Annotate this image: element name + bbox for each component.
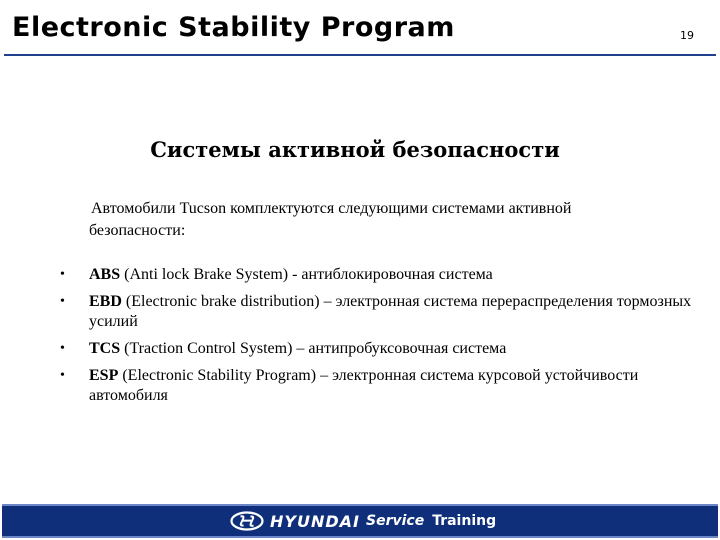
systems-list [60,265,700,413]
item-text: (Electronic brake distribution) – электронная система перераспределения тормозных усилий [89,293,692,330]
bullet-icon: • [60,368,65,383]
item-text: (Traction Control System) – антипробуксовочная система [120,340,507,357]
item-abbr: EBD [89,293,122,310]
page-number: 19 [680,29,694,42]
footer-logo [230,510,496,532]
bullet-icon: • [60,294,65,309]
bullet-icon: • [60,267,65,282]
intro-paragraph: Автомобили Tucson комплектуются следующими системами активной безопасности: [89,200,572,239]
item-text: (Anti lock Brake System) - антиблокировочная система [120,266,493,283]
section-heading: Системы активной безопасности [150,137,560,162]
item-abbr: ABS [89,266,121,283]
footer-training: Training [432,513,497,529]
hyundai-logo-icon [230,511,264,531]
slide-title: Electronic Stability Program [12,12,455,43]
list-item-abs [60,265,700,285]
footer-bar [2,504,718,538]
footer-brand: HYUNDAI [270,511,360,531]
item-abbr: ESP [89,367,119,384]
list-item-tcs [60,339,700,359]
list-item-esp [60,366,700,406]
item-text: (Electronic Stability Program) – электронная система курсовой устойчивости автомобиля [89,367,639,404]
header-divider [4,54,716,56]
footer-service: Service [365,513,425,529]
list-item-ebd [60,292,700,332]
bullet-icon: • [60,341,65,356]
item-abbr: TCS [89,340,121,357]
